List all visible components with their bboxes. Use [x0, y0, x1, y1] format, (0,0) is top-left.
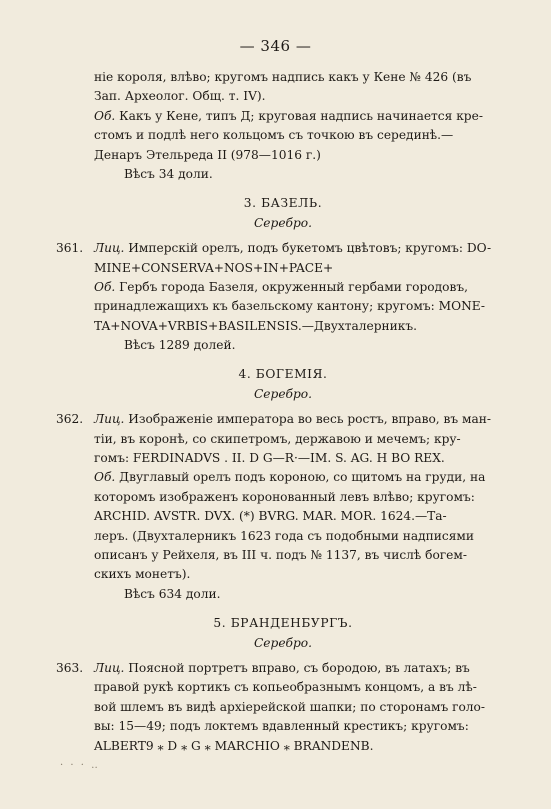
metal-subheading — [48, 634, 518, 653]
scan-marks: · · · ‥ — [60, 760, 100, 771]
entry-number: 361. — [56, 241, 84, 256]
text-run: ARCHID. AVSTR. DVX. (*) BVRG. MAR. MOR. 1624.—Та- — [94, 509, 447, 524]
text-line — [48, 126, 518, 145]
text-run: леръ. (Двухталерникъ 1623 года съ подобными надписями — [94, 528, 474, 543]
text-run: Имперскій орелъ, подъ букетомъ цвѣтовъ; кругомъ: DO- — [124, 241, 492, 256]
text-run: тіи, въ коронѣ, со скипетромъ, державою и мечемъ; кру- — [94, 431, 461, 446]
text-line — [48, 278, 518, 297]
text-line — [48, 430, 518, 449]
text-run: Вѣсъ 34 доли. — [124, 166, 213, 181]
text-line — [48, 546, 518, 565]
text-run: вы: 15—49; подъ локтемъ вдавленный крестикъ; кругомъ: — [94, 719, 469, 734]
side-label: Об. — [94, 470, 116, 485]
side-label: Лиц. — [94, 412, 125, 427]
text-run: гомъ: FERDINADVS . II. D G—R·—IM. S. AG. H BO REX. — [94, 451, 445, 466]
page-body — [48, 68, 518, 756]
text-line — [48, 87, 518, 106]
text-run: Гербъ города Базеля, окруженный гербами городовъ, — [115, 279, 468, 294]
entry-number: 363. — [56, 660, 84, 675]
text-run: Серебро. — [253, 215, 312, 230]
text-run: MINE+CONSERVA+NOS+IN+PACE+ — [94, 260, 334, 275]
text-run: скихъ монетъ). — [94, 567, 191, 582]
spacer — [48, 355, 518, 365]
side-label: Об. — [94, 279, 116, 294]
text-run: которомъ изображенъ коронованный левъ влѣво; кругомъ: — [94, 489, 475, 504]
text-run: стомъ и подлѣ него кольцомъ съ точкою въ серединѣ.— — [94, 128, 454, 143]
entry-number: 362. — [56, 412, 84, 427]
text-line — [48, 410, 518, 429]
text-run: Вѣсъ 1289 долей. — [124, 338, 236, 353]
text-run: TA+NOVA+VRBIS+BASILENSIS.—Двухталерникъ. — [94, 318, 417, 333]
text-line — [48, 717, 518, 736]
text-line — [48, 259, 518, 278]
text-line — [48, 659, 518, 678]
metal-subheading — [48, 385, 518, 404]
text-line — [48, 585, 518, 604]
text-run: вой шлемъ въ видѣ архіерейской шапки; по сторонамъ голо- — [94, 699, 485, 714]
side-label: Об. — [94, 108, 116, 123]
text-run: 5. БРАНДЕНБУРГЪ. — [213, 616, 353, 631]
text-line — [48, 565, 518, 584]
text-line — [48, 68, 518, 87]
text-line — [48, 678, 518, 697]
text-run: Зап. Археолог. Общ. т. IV). — [94, 89, 266, 104]
text-line — [48, 698, 518, 717]
side-label: Лиц. — [94, 660, 125, 675]
metal-subheading — [48, 214, 518, 233]
text-line — [48, 297, 518, 316]
text-run: описанъ у Рейхеля, въ III ч. подъ № 1137, въ числѣ богем- — [94, 547, 467, 562]
text-run: правой рукѣ кортикъ съ копьеобразнымъ концомъ, а въ лѣ- — [94, 680, 477, 695]
spacer — [48, 604, 518, 614]
text-run: Денаръ Этельреда II (978—1016 г.) — [94, 147, 321, 162]
text-line — [48, 239, 518, 258]
text-run: ALBERT9 ⁎ D ⁎ G ⁎ MARCHIO ⁎ BRANDENB. — [94, 738, 374, 753]
text-line — [48, 146, 518, 165]
text-line — [48, 165, 518, 184]
text-run: Серебро. — [253, 386, 312, 401]
text-run: принадлежащихъ къ базельскому кантону; кругомъ: MONE- — [94, 299, 485, 314]
section-heading — [48, 614, 518, 633]
section-heading — [48, 194, 518, 213]
spacer — [48, 184, 518, 194]
text-run: Какъ у Кене, типъ Д; круговая надпись начинается кре- — [115, 108, 483, 123]
text-run: Серебро. — [253, 635, 312, 650]
text-run: Двуглавый орелъ подъ короною, со щитомъ на груди, на — [115, 470, 486, 485]
text-line — [48, 468, 518, 487]
text-run: Вѣсъ 634 доли. — [124, 586, 221, 601]
text-run: Изображеніе императора во весь ростъ, вправо, въ ман- — [124, 412, 492, 427]
text-line — [48, 449, 518, 468]
text-line — [48, 737, 518, 756]
text-run: ніе короля, влѣво; кругомъ надпись какъ у Кене № 426 (въ — [94, 70, 472, 84]
text-line — [48, 507, 518, 526]
text-line — [48, 107, 518, 126]
text-run: 3. БАЗЕЛЬ. — [243, 196, 323, 211]
text-run: Поясной портретъ вправо, съ бородою, въ латахъ; въ — [124, 660, 470, 675]
section-heading — [48, 365, 518, 384]
side-label: Лиц. — [94, 241, 125, 256]
text-run: 4. БОГЕМІЯ. — [238, 367, 328, 382]
text-line — [48, 317, 518, 336]
text-line — [48, 336, 518, 355]
text-line — [48, 527, 518, 546]
page-number: — 346 — — [239, 37, 312, 55]
text-line — [48, 488, 518, 507]
